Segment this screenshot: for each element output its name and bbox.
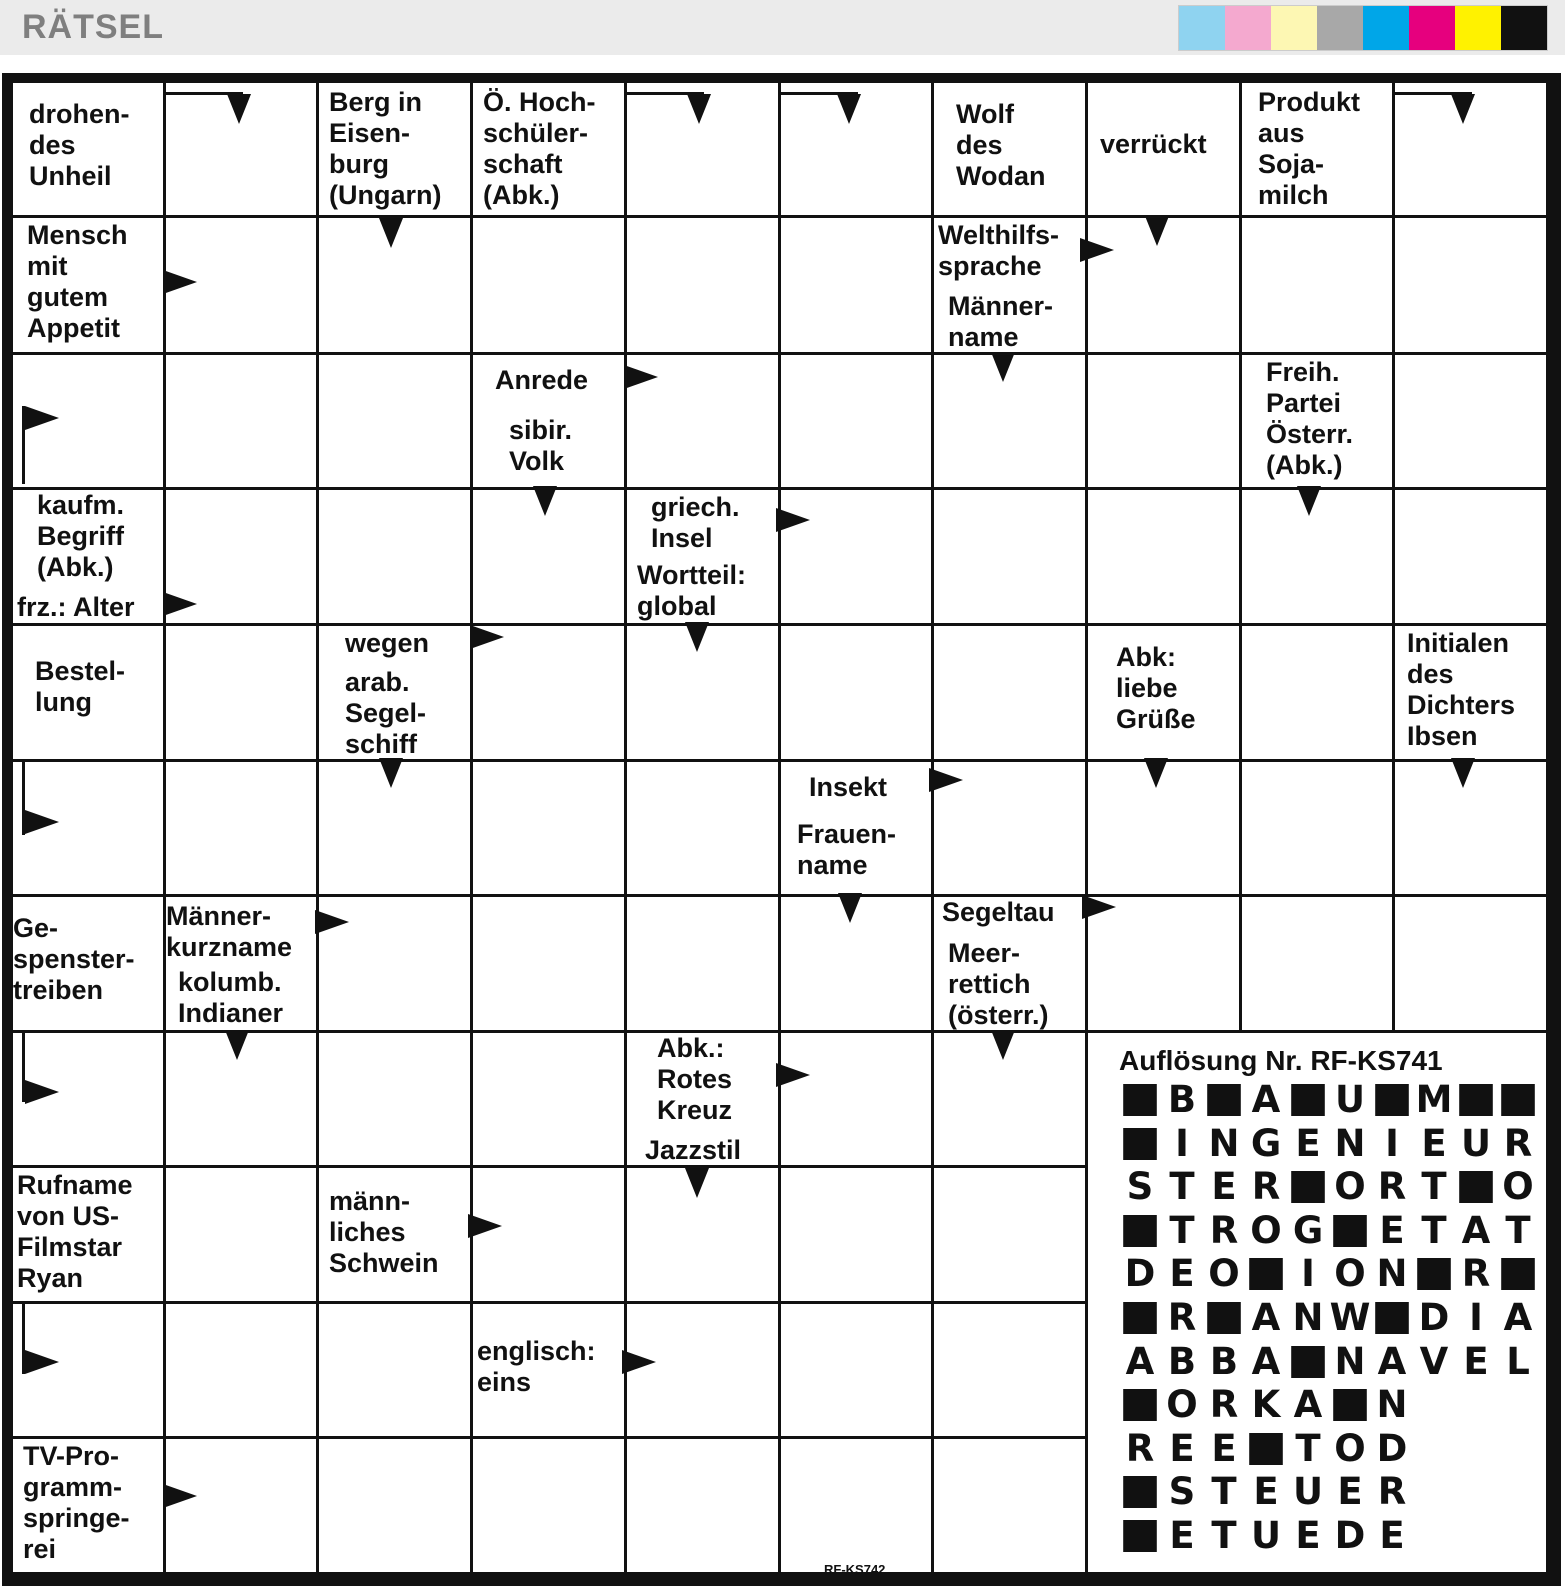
- solution-letter: B: [1209, 1339, 1239, 1383]
- solution-letter: I: [1385, 1121, 1399, 1165]
- grid-cell[interactable]: [319, 1033, 470, 1165]
- clue-c34a: griech. Insel: [627, 490, 778, 553]
- arrow-down-icon: [533, 486, 557, 516]
- solution-letter: U: [1250, 1514, 1282, 1557]
- solution-letter: O: [1166, 1383, 1198, 1427]
- solution-letter: E: [1463, 1339, 1489, 1383]
- clue-c82: männ- liches Schwein: [319, 1168, 470, 1301]
- solution-black-square: [1123, 1302, 1157, 1334]
- solution-letter: T: [1169, 1208, 1195, 1252]
- solution-letter: T: [1295, 1426, 1321, 1470]
- arrow-down-icon: [1144, 758, 1168, 788]
- grid-cell[interactable]: [781, 1033, 931, 1165]
- clue-c23b: sibir. Volk: [473, 405, 624, 487]
- grid-cell[interactable]: [781, 1304, 931, 1436]
- arrow-down-icon: [991, 1030, 1015, 1060]
- solution-letter: R: [1209, 1383, 1239, 1427]
- arrow-right-icon: [929, 768, 963, 792]
- clue-c16b: Männer- name: [934, 287, 1085, 352]
- arrow-stem: [778, 92, 858, 95]
- solution-letter: E: [1337, 1470, 1363, 1514]
- clue-c30b: frz.: Alter: [13, 590, 163, 623]
- solution-letter: V: [1419, 1339, 1449, 1383]
- solution-letter: N: [1376, 1252, 1408, 1296]
- solution-letter: U: [1292, 1470, 1324, 1514]
- grid-cell[interactable]: [934, 490, 1085, 623]
- grid-cell[interactable]: [627, 1439, 778, 1572]
- grid-cell[interactable]: [627, 218, 778, 352]
- color-swatch: [1179, 6, 1225, 50]
- clue-c66a: Segeltau: [934, 897, 1085, 931]
- solution-row: [1119, 1516, 1413, 1556]
- solution-letter: A: [1251, 1078, 1281, 1121]
- solution-row: [1119, 1385, 1413, 1425]
- clue-c47: Abk: liebe Grüße: [1088, 626, 1239, 759]
- arrow-stem: [163, 92, 243, 95]
- solution-black-square: [1333, 1215, 1367, 1247]
- solution-black-square: [1123, 1476, 1157, 1508]
- arrow-down-icon: [225, 1030, 249, 1060]
- solution-black-square: [1501, 1084, 1535, 1116]
- solution-letter: R: [1209, 1208, 1239, 1252]
- solution-letter: T: [1421, 1208, 1447, 1252]
- solution-letter: R: [1503, 1121, 1533, 1165]
- grid-cell[interactable]: [166, 762, 316, 894]
- grid-cell[interactable]: [1088, 355, 1239, 487]
- arrow-down-icon: [227, 94, 251, 124]
- solution-letter: R: [1251, 1165, 1281, 1209]
- solution-letter: N: [1208, 1121, 1240, 1165]
- solution-row: [1119, 1208, 1539, 1252]
- grid-cell[interactable]: [1395, 897, 1546, 1030]
- arrow-right-icon: [163, 1484, 197, 1508]
- clue-c61a: Männer- kurzname: [166, 897, 316, 960]
- arrow-stem: [22, 406, 25, 484]
- arrow-stem: [22, 1032, 25, 1102]
- clue-c08: Produkt aus Soja- milch: [1242, 83, 1392, 215]
- arrow-right-icon: [470, 625, 504, 649]
- grid-cell[interactable]: [166, 626, 316, 759]
- solution-row: [1119, 1339, 1539, 1383]
- arrow-right-icon: [468, 1214, 502, 1238]
- arrow-down-icon: [1297, 486, 1321, 516]
- solution-row: [1119, 1121, 1539, 1165]
- solution-letter: N: [1376, 1383, 1408, 1427]
- clue-c07: verrückt: [1088, 83, 1239, 215]
- grid-cell[interactable]: [781, 1439, 931, 1572]
- grid-cell[interactable]: [1088, 490, 1239, 623]
- clue-c03: Ö. Hoch- schüler- schaft (Abk.): [473, 83, 624, 215]
- solution-letter: A: [1125, 1339, 1155, 1383]
- solution-letter: N: [1334, 1121, 1366, 1165]
- clue-c74b: Jazzstil: [627, 1133, 778, 1165]
- solution-letter: E: [1379, 1514, 1405, 1557]
- arrow-down-icon: [838, 893, 862, 923]
- clue-c16a: Welthilfs- sprache: [934, 218, 1085, 284]
- solution-letter: E: [1211, 1426, 1237, 1470]
- solution-black-square: [1123, 1389, 1157, 1421]
- arrow-right-icon: [622, 1350, 656, 1374]
- solution-title: Auflösung Nr. RF-KS741: [1119, 1045, 1443, 1076]
- solution-letter: G: [1292, 1208, 1324, 1252]
- solution-letter: U: [1334, 1078, 1366, 1121]
- arrow-stem: [1392, 92, 1472, 95]
- arrow-right-icon: [163, 270, 197, 294]
- grid-cell[interactable]: [473, 1033, 624, 1165]
- color-swatch: [1317, 6, 1363, 50]
- grid-cell[interactable]: [781, 1168, 931, 1301]
- clue-c23a: Anrede: [473, 355, 624, 402]
- arrow-down-icon: [685, 1168, 709, 1198]
- solution-black-square: [1123, 1215, 1157, 1247]
- solution-letter: R: [1167, 1296, 1197, 1339]
- solution-letter: T: [1505, 1208, 1531, 1252]
- clue-c42b: arab. Segel- schiff: [319, 663, 470, 759]
- color-swatch: [1455, 6, 1501, 50]
- arrow-right-icon: [25, 1350, 59, 1374]
- solution-letter: K: [1251, 1383, 1281, 1427]
- solution-letter: D: [1418, 1296, 1450, 1339]
- solution-black-square: [1249, 1258, 1283, 1290]
- solution-letter: D: [1124, 1252, 1156, 1296]
- solution-letter: O: [1334, 1426, 1366, 1470]
- color-swatch: [1501, 6, 1547, 50]
- puzzle-code: RF-KS742: [824, 1562, 886, 1577]
- clue-c61b: kolumb. Indianer: [166, 963, 316, 1030]
- arrow-right-icon: [163, 592, 197, 616]
- solution-letter: I: [1301, 1252, 1315, 1296]
- solution-letter: E: [1169, 1252, 1195, 1296]
- arrow-right-icon: [25, 810, 59, 834]
- grid-cell[interactable]: [1242, 626, 1392, 759]
- grid-cell[interactable]: [473, 1439, 624, 1572]
- clue-c06: Wolf des Wodan: [934, 83, 1085, 215]
- solution-letter: L: [1506, 1339, 1530, 1383]
- arrow-right-icon: [25, 406, 59, 430]
- clue-c60: Ge- spenster- treiben: [13, 897, 163, 1030]
- solution-black-square: [1459, 1171, 1493, 1203]
- solution-row: [1119, 1167, 1539, 1207]
- solution-letter: E: [1295, 1121, 1321, 1165]
- clue-c66b: Meer- rettich (österr.): [934, 934, 1085, 1030]
- grid-cell[interactable]: [781, 626, 931, 759]
- color-calibration-bar: [1178, 5, 1548, 51]
- solution-black-square: [1123, 1128, 1157, 1160]
- solution-letter: N: [1334, 1339, 1366, 1383]
- solution-letter: R: [1461, 1252, 1491, 1296]
- grid-cell[interactable]: [627, 762, 778, 894]
- page-title: RÄTSEL: [22, 8, 164, 46]
- solution-black-square: [1501, 1258, 1535, 1290]
- arrow-down-icon: [1145, 216, 1169, 246]
- arrow-right-icon: [1080, 238, 1114, 262]
- solution-black-square: [1207, 1084, 1241, 1116]
- clue-c28: Freih. Partei Österr. (Abk.): [1242, 355, 1392, 487]
- clue-c55a: Insekt: [781, 762, 931, 806]
- grid-cell[interactable]: [627, 897, 778, 1030]
- grid-cell[interactable]: [1395, 218, 1546, 352]
- solution-letter: E: [1169, 1514, 1195, 1557]
- solution-letter: E: [1421, 1121, 1447, 1165]
- solution-letter: S: [1126, 1165, 1154, 1209]
- clue-c42a: wegen: [319, 626, 470, 660]
- solution-letter: E: [1169, 1426, 1195, 1470]
- solution-row: [1119, 1254, 1539, 1294]
- solution-black-square: [1333, 1389, 1367, 1421]
- clue-c93: englisch: eins: [473, 1304, 624, 1436]
- clue-c34b: Wortteil: global: [627, 556, 778, 623]
- solution-letter: G: [1250, 1121, 1282, 1165]
- solution-letter: S: [1168, 1470, 1196, 1514]
- page-header: [0, 0, 1565, 55]
- solution-black-square: [1207, 1302, 1241, 1334]
- grid-cell[interactable]: [781, 218, 931, 352]
- grid-cell[interactable]: [781, 355, 931, 487]
- solution-letter: I: [1175, 1121, 1189, 1165]
- solution-letter: R: [1125, 1426, 1155, 1470]
- grid-cell[interactable]: [319, 1304, 470, 1436]
- arrow-down-icon: [1451, 758, 1475, 788]
- solution-letter: T: [1169, 1165, 1195, 1209]
- color-swatch: [1271, 6, 1317, 50]
- solution-letter: O: [1208, 1252, 1240, 1296]
- grid-cell[interactable]: [473, 218, 624, 352]
- arrow-stem: [22, 760, 25, 835]
- solution-black-square: [1291, 1171, 1325, 1203]
- solution-letter: E: [1253, 1470, 1279, 1514]
- solution-letter: R: [1377, 1165, 1407, 1209]
- clue-c10: Mensch mit gutem Appetit: [13, 218, 163, 352]
- solution-letter: A: [1251, 1296, 1281, 1339]
- grid-cell[interactable]: [473, 897, 624, 1030]
- color-swatch: [1225, 6, 1271, 50]
- grid-cell[interactable]: [166, 1168, 316, 1301]
- solution-letter: T: [1421, 1165, 1447, 1209]
- grid-cell[interactable]: [934, 626, 1085, 759]
- solution-letter: T: [1211, 1514, 1237, 1557]
- solution-letter: O: [1334, 1252, 1366, 1296]
- solution-row: [1119, 1298, 1539, 1338]
- grid-cell[interactable]: [1242, 897, 1392, 1030]
- grid-cell[interactable]: [319, 355, 470, 487]
- solution-letter: I: [1469, 1296, 1483, 1339]
- solution-letter: T: [1211, 1470, 1237, 1514]
- arrow-stem: [22, 1304, 25, 1374]
- color-swatch: [1363, 6, 1409, 50]
- grid-cell[interactable]: [319, 490, 470, 623]
- color-swatch: [1409, 6, 1455, 50]
- arrow-down-icon: [379, 758, 403, 788]
- solution-letter: A: [1461, 1208, 1491, 1252]
- solution-black-square: [1291, 1346, 1325, 1378]
- solution-row: [1119, 1080, 1539, 1120]
- clue-c40: Bestel- lung: [13, 626, 163, 759]
- arrow-right-icon: [624, 365, 658, 389]
- solution-black-square: [1375, 1302, 1409, 1334]
- solution-letter: O: [1502, 1165, 1534, 1209]
- arrow-down-icon: [1451, 94, 1475, 124]
- solution-black-square: [1123, 1084, 1157, 1116]
- solution-black-square: [1123, 1520, 1157, 1552]
- solution-letter: E: [1295, 1514, 1321, 1557]
- clue-c74a: Abk.: Rotes Kreuz: [627, 1033, 778, 1130]
- clue-c02: Berg in Eisen- burg (Ungarn): [319, 83, 470, 215]
- arrow-stem: [624, 92, 704, 95]
- arrow-down-icon: [685, 622, 709, 652]
- solution-letter: O: [1250, 1208, 1282, 1252]
- solution-letter: U: [1460, 1121, 1492, 1165]
- clue-c55b: Frauen- name: [781, 809, 931, 894]
- arrow-right-icon: [315, 910, 349, 934]
- solution-black-square: [1249, 1433, 1283, 1465]
- solution-letter: O: [1334, 1165, 1366, 1209]
- grid-cell[interactable]: [1242, 762, 1392, 894]
- arrow-down-icon: [991, 352, 1015, 382]
- grid-cell[interactable]: [166, 1304, 316, 1436]
- arrow-right-icon: [776, 508, 810, 532]
- clue-c100: TV-Pro- gramm- springe- rei: [13, 1439, 163, 1572]
- grid-cell[interactable]: [166, 355, 316, 487]
- solution-black-square: [1417, 1258, 1451, 1290]
- solution-letter: E: [1379, 1208, 1405, 1252]
- grid-cell[interactable]: [1395, 490, 1546, 623]
- arrow-down-icon: [837, 94, 861, 124]
- grid-cell[interactable]: [934, 1168, 1085, 1301]
- grid-cell[interactable]: [1395, 355, 1546, 487]
- arrow-right-icon: [776, 1063, 810, 1087]
- grid-cell[interactable]: [319, 1439, 470, 1572]
- solution-black-square: [1291, 1084, 1325, 1116]
- solution-letter: W: [1329, 1296, 1371, 1339]
- solution-letter: E: [1211, 1165, 1237, 1209]
- solution-black-square: [1375, 1084, 1409, 1116]
- solution-letter: M: [1415, 1078, 1453, 1121]
- clue-c49: Initialen des Dichters Ibsen: [1395, 626, 1546, 759]
- solution-letter: B: [1167, 1078, 1197, 1121]
- grid-cell[interactable]: [473, 762, 624, 894]
- arrow-right-icon: [25, 1080, 59, 1104]
- solution-letter: N: [1292, 1296, 1324, 1339]
- grid-cell[interactable]: [934, 1304, 1085, 1436]
- solution-letter: A: [1377, 1339, 1407, 1383]
- arrow-down-icon: [687, 94, 711, 124]
- solution-letter: R: [1377, 1470, 1407, 1514]
- grid-cell[interactable]: [1242, 218, 1392, 352]
- grid-cell[interactable]: [934, 1439, 1085, 1572]
- arrow-right-icon: [1082, 895, 1116, 919]
- solution-letter: A: [1293, 1383, 1323, 1427]
- clue-c00: drohen- des Unheil: [13, 83, 163, 215]
- solution-row: [1119, 1472, 1413, 1512]
- solution-letter: A: [1503, 1296, 1533, 1339]
- solution-letter: D: [1376, 1426, 1408, 1470]
- solution-row: [1119, 1426, 1413, 1470]
- solution-letter: A: [1251, 1339, 1281, 1383]
- arrow-down-icon: [379, 218, 403, 248]
- solution-letter: B: [1167, 1339, 1197, 1383]
- clue-c30a: kaufm. Begriff (Abk.): [13, 490, 163, 587]
- solution-letter: D: [1334, 1514, 1366, 1557]
- clue-c80: Rufname von US- Filmstar Ryan: [13, 1168, 163, 1301]
- solution-black-square: [1459, 1084, 1493, 1116]
